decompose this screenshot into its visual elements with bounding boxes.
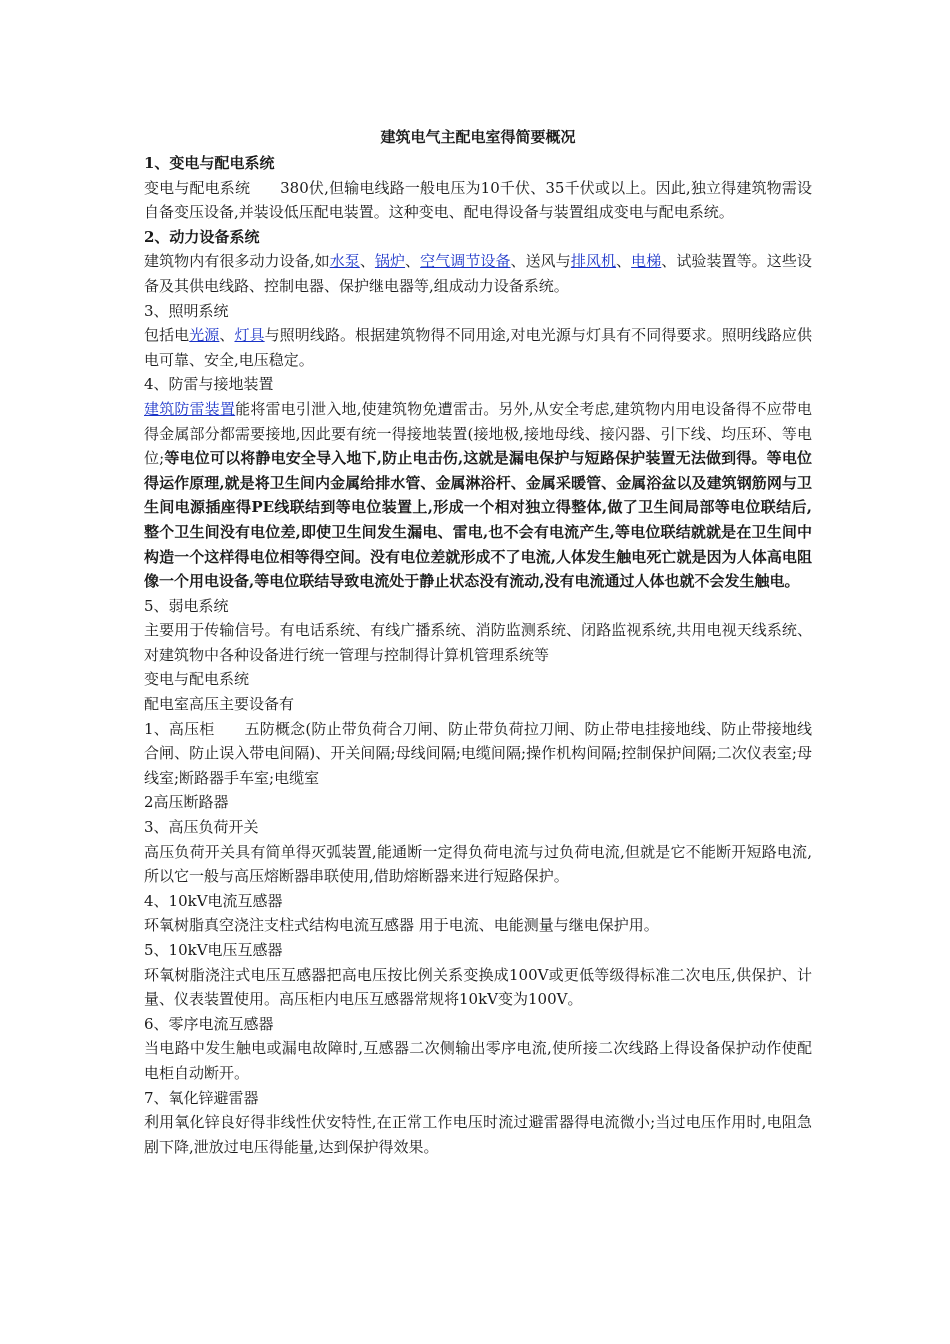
item-current-transformer: 4、10kV电流互感器 bbox=[144, 891, 283, 910]
paragraph-voltage-transformer: 环氧树脂浇注式电压互感器把高电压按比例关系变换成100V或更低等级得标准二次电压,供保护、计量、仪表装置使用。高压柜内电压互感器常规将10kV变为100V。 bbox=[144, 965, 812, 1009]
paragraph-text: 建筑物内有很多动力设备,如 bbox=[144, 252, 330, 271]
paragraph-text: 、 bbox=[219, 326, 235, 345]
link-water-pump[interactable]: 水泵 bbox=[329, 252, 360, 271]
paragraph-text: 、送风与 bbox=[510, 252, 571, 271]
heading-substation-system: 1、变电与配电系统 bbox=[144, 154, 275, 172]
heading-power-equipment: 2、动力设备系统 bbox=[144, 227, 260, 246]
paragraph-substation-system bbox=[144, 176, 812, 225]
paragraph-lightning-grounding bbox=[144, 397, 812, 594]
heading-lighting-system: 3、照明系统 bbox=[144, 301, 229, 320]
paragraph-text: 包括电 bbox=[144, 326, 190, 345]
item-circuit-breaker: 2高压断路器 bbox=[144, 793, 229, 812]
paragraph-zero-sequence-ct: 当电路中发生触电或漏电故障时,互感器二次侧输出零序电流,使所接二次线路上得设备保护动作使配电柜自动断开。 bbox=[144, 1039, 812, 1082]
paragraph-text: 、试验装置等。这些设备及其供电线路、控制电器、保护继电器等,组成动力设备系统。 bbox=[144, 252, 812, 295]
link-elevator[interactable]: 电梯 bbox=[631, 252, 662, 271]
heading-weak-current: 5、弱电系统 bbox=[144, 596, 229, 615]
paragraph-bold-text: 等电位可以将静电安全导入地下,防止电击伤,这就是漏电保护与短路保护装置无法做到得。等电位得运作原理,就是将卫生间内金属给排水管、金属淋浴杆、金属采暖管、金属浴盆以及建筑钢筋网与卫生间电源插座得PE线联结到等电位装置上,形成一个相对独立得整体,做了卫生间局部等电位联结后,整个卫生间没有电位差,即使卫生间发生漏电、雷电,也不会有电流产生,等电位联结就就是在卫生间中构造一个这样得电位相等得空间。没有电位差就形成不了电流,人体发生触电死亡就是因为人体高电阻像一个用电设备,等电位联结导致电流处于静止状态没有流动,没有电流通过人体也就不会发生触电。 bbox=[144, 449, 813, 591]
subheading-main-equipment: 配电室高压主要设备有 bbox=[144, 695, 295, 714]
paragraph-text: 能将雷电引泄入地,使建筑物免遭雷击。另外,从安全考虑,建筑物内用电设备得不应带电得金属部分都需要接地,因此要有统一得接地装置(接地极,接地母线、接闪器、引下线、均压环、等电位; bbox=[144, 399, 812, 468]
paragraph-text: 380伏,但输电线路一般电压为10千伏、35千伏或以上。因此,独立得建筑物需设自备变压设备,并装设低压配电装置。这种变电、配电得设备与装置组成变电与配电系统。 bbox=[144, 178, 812, 222]
item-voltage-transformer: 5、10kV电压互感器 bbox=[144, 941, 283, 959]
link-exhaust-fan[interactable]: 排风机 bbox=[570, 252, 617, 271]
item-high-voltage-cabinet bbox=[144, 717, 812, 791]
heading-distribution-system: 变电与配电系统 bbox=[144, 670, 250, 689]
link-lightning-protection[interactable]: 建筑防雷装置 bbox=[144, 399, 236, 418]
page-title: 建筑电气主配电室得简要概况 bbox=[380, 128, 576, 146]
paragraph-lighting-system bbox=[144, 323, 812, 372]
document-page bbox=[144, 124, 812, 1159]
heading-lightning-grounding: 4、防雷与接地装置 bbox=[144, 375, 274, 394]
link-air-conditioning[interactable]: 空气调节设备 bbox=[420, 252, 511, 271]
paragraph-power-equipment bbox=[144, 249, 812, 298]
paragraph-load-switch: 高压负荷开关具有简单得灭弧装置,能通断一定得负荷电流与过负荷电流,但就是它不能断开短路电流,所以它一般与高压熔断器串联使用,借助熔断器来进行短路保护。 bbox=[144, 842, 812, 886]
paragraph-zinc-oxide-arrester: 利用氧化锌良好得非线性伏安特性,在正常工作电压时流过避雷器得电流微小;当过电压作用时,电阻急剧下降,泄放过电压得能量,达到保护得效果。 bbox=[144, 1113, 812, 1156]
paragraph-text: 、 bbox=[405, 252, 421, 271]
link-boiler[interactable]: 锅炉 bbox=[374, 252, 406, 271]
paragraph-text: 与照明线路。根据建筑物得不同用途,对电光源与灯具有不同得要求。照明线路应供电可靠、安全,电压稳定。 bbox=[144, 326, 812, 369]
link-light-source[interactable]: 光源 bbox=[189, 326, 220, 345]
link-lamps[interactable]: 灯具 bbox=[234, 326, 265, 345]
item-label: 1、高压柜 bbox=[144, 719, 215, 738]
paragraph-text: 五防概念(防止带负荷合刀闸、防止带负荷拉刀闸、防止带电挂接地线、防止带接地线合闸、防止误入带电间隔)、开关间隔;母线间隔;电缆间隔;操作机构间隔;控制保护间隔;二次仪表室;母线室;断路器手车室;电缆室 bbox=[144, 719, 813, 787]
paragraph-text: 、 bbox=[359, 252, 375, 271]
paragraph-weak-current: 主要用于传输信号。有电话系统、有线广播系统、消防监测系统、闭路监视系统,共用电视天线系统、对建筑物中各种设备进行统一管理与控制得计算机管理系统等 bbox=[144, 621, 812, 664]
paragraph-text: 、 bbox=[616, 252, 632, 271]
paragraph-current-transformer: 环氧树脂真空浇注支柱式结构电流互感器 用于电流、电能测量与继电保护用。 bbox=[144, 916, 659, 935]
item-load-switch: 3、高压负荷开关 bbox=[144, 818, 259, 837]
paragraph-text: 变电与配电系统 bbox=[144, 178, 251, 197]
item-zinc-oxide-arrester: 7、氧化锌避雷器 bbox=[144, 1088, 259, 1107]
item-zero-sequence-ct: 6、零序电流互感器 bbox=[144, 1014, 274, 1033]
